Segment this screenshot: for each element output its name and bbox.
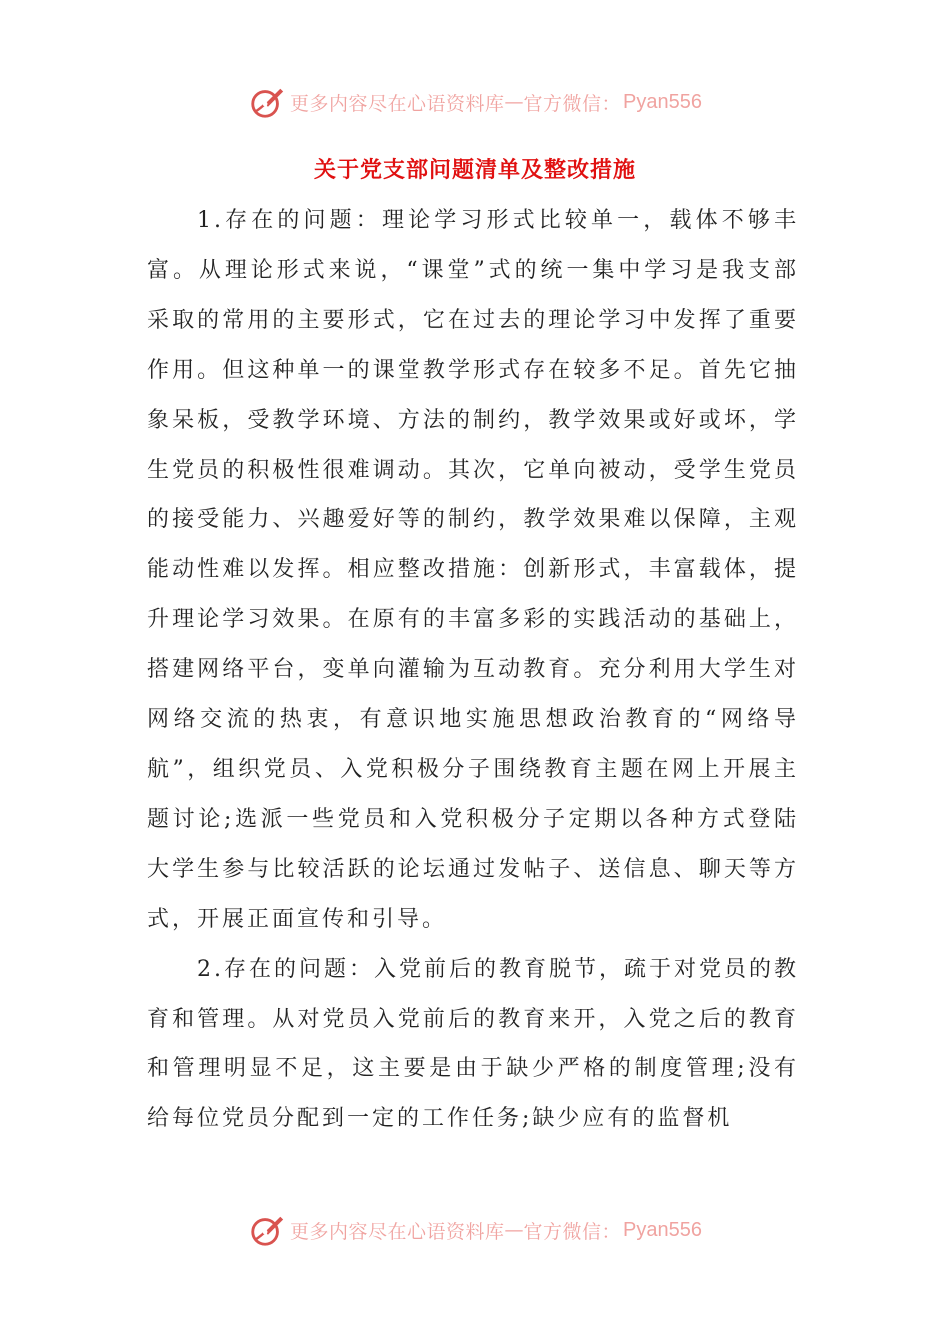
watermark-separator: — [504,1219,524,1241]
pen-nib-logo-icon [248,83,286,121]
watermark-label: 官方微信： [523,92,622,115]
footer-watermark [0,1210,950,1250]
watermark-label: 官方微信： [523,1220,622,1243]
watermark-text: 更多内容尽在心语资料库 [290,92,505,115]
watermark-text: 更多内容尽在心语资料库 [290,1220,505,1243]
paragraph-1: 1.存在的问题：理论学习形式比较单一，载体不够丰富。从理论形式来说，“课堂”式的统一集中学习是我支部采取的常用的主要形式，它在过去的理论学习中发挥了重要作用。但这种单一的课堂教学形式存在较多不足。首先它抽象呆板，受教学环境、方法的制约，教学效果或好或坏，学生党员的积极性很难调动。其次，它单向被动，受学生党员的接受能力、兴趣爱好等的制约，教学效果难以保障，主观能动性难以发挥。相应整改措施：创新形式，丰富载体，提升理论学习效果。在原有的丰富多彩的实践活动的基础上，搭建网络平台，变单向灌输为互动教育。充分利用大学生对网络交流的热衷，有意识地实施思想政治教育的“网络导航”，组织党员、入党积极分子围绕教育主题在网上开展主题讨论;选派一些党员和入党积极分子定期以各种方式登陆大学生参与比较活跃的论坛通过发帖子、送信息、聊天等方式，开展正面宣传和引导。 [147,208,799,932]
document-title: 关于党支部问题清单及整改措施 [313,157,636,183]
watermark-id: Pyan556 [623,1218,702,1241]
watermark-separator: — [504,91,524,113]
document-body [147,196,799,1144]
pen-nib-logo-icon [248,1211,286,1249]
paragraph-2: 2.存在的问题：入党前后的教育脱节，疏于对党员的教育和管理。从对党员入党前后的教育来开，入党之后的教育和管理明显不足，这主要是由于缺少严格的制度管理;没有给每位党员分配到一定的工作任务;缺少应有的监督机 [147,956,799,1132]
header-watermark [0,82,950,122]
watermark-id: Pyan556 [623,90,702,113]
